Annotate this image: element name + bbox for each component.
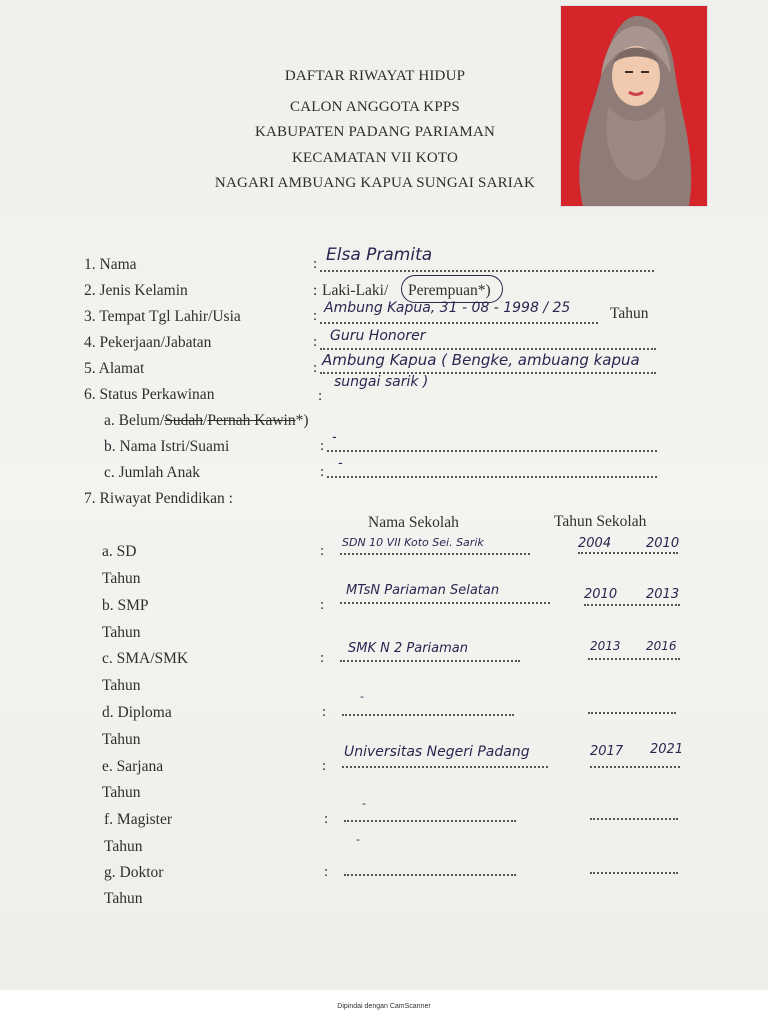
selection-circle	[401, 275, 503, 303]
value-pekerjaan: Guru Honorer	[330, 328, 426, 344]
colon: :	[313, 282, 318, 299]
label-jumlah-anak: c. Jumlah Anak	[104, 464, 200, 481]
edu-school: MTsN Pariaman Selatan	[346, 583, 500, 598]
dotted-line	[327, 476, 657, 478]
label-jenis-kelamin: 2. Jenis Kelamin	[84, 282, 188, 299]
dotted-line	[340, 553, 530, 555]
dotted-line	[578, 552, 678, 554]
dotted-line	[340, 660, 520, 662]
dotted-line	[588, 658, 680, 660]
edu-start-year: 2010	[584, 587, 618, 602]
label-status-perkawinan: 6. Status Perkawinan	[84, 386, 215, 403]
option-belum: a. Belum/	[104, 412, 165, 429]
column-tahun-sekolah: Tahun Sekolah	[554, 513, 647, 530]
dotted-line	[584, 604, 680, 606]
edu-level: a. SD	[102, 543, 137, 560]
colon: :	[324, 811, 329, 827]
edu-level: f. Magister	[104, 811, 173, 828]
dotted-line	[320, 322, 598, 324]
dotted-line	[590, 818, 678, 820]
colon: :	[322, 704, 327, 720]
edu-school: SDN 10 VII Koto Sei. Sarik	[342, 536, 484, 549]
edu-level: b. SMP	[102, 597, 149, 614]
edu-end-year: 2010	[646, 536, 680, 551]
colon: :	[313, 334, 318, 350]
edu-tahun-label: Tahun	[102, 677, 141, 694]
label-riwayat-pendidikan: 7. Riwayat Pendidikan :	[84, 490, 233, 507]
edu-start-year: 2013	[590, 639, 621, 653]
footnote-mark: *)	[295, 412, 309, 429]
dotted-line	[320, 348, 656, 350]
edu-school: -	[362, 797, 366, 810]
label-alamat: 5. Alamat	[84, 360, 145, 377]
option-sudah-struck: Sudah	[164, 412, 204, 429]
dotted-line	[342, 714, 514, 716]
edu-end-year: 2013	[646, 587, 680, 602]
value-ttl: Ambung Kapua, 31 - 08 - 1998 / 25	[324, 300, 571, 316]
dotted-line	[327, 450, 657, 452]
option-laki-laki: Laki-Laki/	[322, 282, 389, 299]
dotted-line	[344, 874, 516, 876]
colon: :	[322, 758, 327, 774]
option-perempuan: Perempuan*)	[408, 282, 491, 299]
edu-tahun-label: Tahun	[102, 731, 141, 748]
edu-start-year: 2004	[578, 536, 612, 551]
dotted-line	[340, 602, 550, 604]
colon: :	[313, 360, 318, 376]
dotted-line	[342, 766, 548, 768]
colon: :	[318, 388, 323, 404]
value-nama: Elsa Pramita	[326, 245, 433, 265]
label-tempat-tgl-lahir: 3. Tempat Tgl Lahir/Usia	[84, 308, 241, 325]
label-nama: 1. Nama	[84, 256, 137, 273]
dotted-line	[344, 820, 516, 822]
edu-school: -	[360, 690, 364, 703]
edu-end-year: 2016	[646, 639, 677, 653]
edu-level: d. Diploma	[102, 704, 172, 721]
header-line-5: NAGARI AMBUANG KAPUA SUNGAI SARIAK	[214, 175, 536, 191]
dotted-line	[588, 712, 676, 714]
colon: :	[324, 864, 329, 880]
edu-tahun-label: Tahun	[104, 890, 143, 907]
value-alamat-line-2: sungai sarik )	[334, 374, 429, 390]
edu-start-year: 2017	[590, 744, 624, 759]
dotted-line	[320, 270, 654, 272]
document-title: DAFTAR RIWAYAT HIDUP	[284, 68, 466, 84]
applicant-photo	[561, 6, 707, 206]
edu-tahun-label: Tahun	[102, 624, 141, 641]
colon: :	[313, 308, 318, 324]
colon: :	[320, 543, 325, 559]
label-pekerjaan: 4. Pekerjaan/Jabatan	[84, 334, 212, 351]
edu-school: SMK N 2 Pariaman	[348, 641, 468, 656]
portrait-illustration	[561, 6, 707, 206]
colon: :	[320, 597, 325, 613]
edu-end-year: 2021	[650, 742, 684, 757]
edu-level: e. Sarjana	[102, 758, 164, 775]
unit-tahun: Tahun	[610, 305, 649, 322]
dotted-line	[590, 766, 680, 768]
column-nama-sekolah: Nama Sekolah	[368, 514, 459, 531]
value-alamat-line-1: Ambung Kapua ( Bengke, ambuang kapua	[322, 351, 640, 369]
colon: :	[313, 256, 318, 272]
edu-tahun-label: Tahun	[102, 570, 141, 587]
edu-school: -	[356, 833, 360, 846]
colon: :	[320, 438, 325, 454]
value-jumlah-anak: -	[338, 456, 343, 471]
edu-level: c. SMA/SMK	[102, 650, 189, 667]
dotted-line	[590, 872, 678, 874]
value-nama-istri-suami: -	[332, 430, 337, 445]
label-nama-istri-suami: b. Nama Istri/Suami	[104, 438, 230, 455]
edu-school: Universitas Negeri Padang	[344, 744, 530, 760]
option-pernah-kawin-struck: Pernah Kawin	[207, 412, 296, 429]
colon: :	[320, 650, 325, 666]
slash: /	[203, 412, 208, 429]
edu-tahun-label: Tahun	[102, 784, 141, 801]
scanner-watermark: Dipindai dengan CamScanner	[337, 1003, 431, 1010]
header-line-4: KECAMATAN VII KOTO	[291, 150, 458, 166]
status-options	[104, 412, 309, 430]
edu-level: g. Doktor	[104, 864, 164, 881]
header-line-2: CALON ANGGOTA KPPS	[290, 99, 460, 115]
edu-tahun-label: Tahun	[104, 838, 143, 855]
header-line-3: KABUPATEN PADANG PARIAMAN	[254, 124, 496, 140]
colon: :	[320, 464, 325, 480]
